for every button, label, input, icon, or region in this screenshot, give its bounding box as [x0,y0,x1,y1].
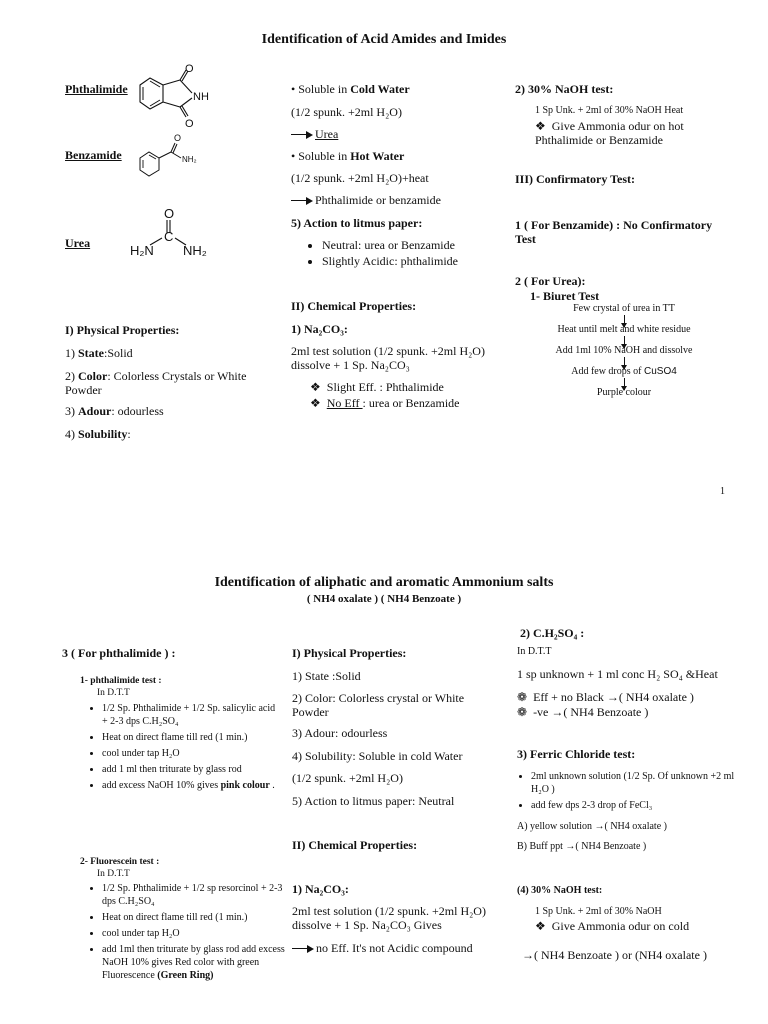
cuso4-text: CuSO4 [643,366,677,377]
cold-water-mix: (1/2 spunk. +2ml H₂O) [291,105,402,119]
test2-heading: 2- Fluorescein test : [80,857,160,867]
color-value: : Colorless Crystals or White Powder [65,369,247,397]
p2-physical-item: 2) Color: Colorless crystal or White Powder [292,691,465,719]
hot-water-line: • Soluble in Hot Water [291,149,405,163]
benzamide-o: O [174,133,182,143]
page1-title: Identification of Acid Amides and Imides [261,32,507,47]
p2-naoh-heading: (4) 30% NaOH test: [517,885,603,896]
litmus-heading: 5) Action to litmus paper: [291,216,423,230]
hot-water-pre: Soluble in [298,149,351,163]
p2-chem-heading: II) Chemical Properties: [292,838,418,852]
test1-dtt: In D.T.T [97,688,130,698]
biuret-step: Heat until melt and white residue [557,324,691,335]
solubility-prefix: 4) [65,427,78,441]
eff-line: ❁ Eff + no Black →( NH4 oxalate ) [517,690,694,705]
litmus-list [306,239,522,271]
na2co3-heading: 1) Na₂CO₃: [291,322,348,336]
ve-line: ❁ -ve →( NH4 Benzoate ) [517,705,648,720]
adour-label: Adour [78,404,112,418]
litmus-item: • Slightly Acidic: phthalimide [322,255,522,268]
phthalimide-label: Phthalimide [65,82,128,96]
urea-h2n: H₂N [130,243,154,258]
test2-item: • 1/2 Sp. Phthalimide + 1/2 sp resorcinol + 2-3 dps C.H₂SO₄ [102,882,297,908]
test1-item: • add 1 ml then triturate by glass rod [102,763,282,776]
test2-list [86,882,297,985]
adour-prefix: 3) [65,404,78,418]
test2-item-text: add 1ml then triturate by glass rod add excess NaOH 10% gives Red color with green Fluorescence [102,944,285,981]
right-arrow-icon [291,131,313,139]
green-ring: (Green Ring) [157,970,214,981]
naoh-result [535,119,710,147]
color-prefix: 2) [65,369,78,383]
p2-naoh-final: →( NH4 Benzoate ) or (NH4 oxalate ) [522,948,707,962]
cold-water-pre: Soluble in [298,82,351,96]
page2-title: Identification of aliphatic and aromatic Ammonium salts [214,575,554,590]
state-label: State [78,346,104,360]
ferric-heading: 3) Ferric Chloride test: [517,747,636,761]
urea-c: C [164,229,174,244]
phthalimide-o-bottom: O [185,118,194,130]
urea-nh2: NH₂ [183,243,207,258]
biuret-step: Add 1ml 10% NaOH and dissolve [555,345,693,356]
urea-o: O [164,206,175,221]
p2-na2co3-text: 2ml test solution (1/2 spunk. +2ml H₂O) dissolve + 1 Sp. Na₂CO₃ Gives [292,904,486,932]
naoh-heading: 2) 30% NaOH test: [515,82,614,96]
p2-physical-item: 5) Action to litmus paper: Neutral [292,794,455,808]
solubility-value: : [127,427,131,441]
no-eff-rest: : urea or Benzamide [362,396,460,410]
biuret-step [509,366,739,377]
h2so4-heading: 2) C.H₂SO₄ : [520,626,585,640]
adour-value: : odourless [111,404,164,418]
buff-result: B) Buff ppt →( NH4 Benzoate ) [517,841,647,852]
test1-item [102,779,282,792]
p2-naoh-result: ❖ Give Ammonia odur on cold [535,919,689,934]
phthalimide-o-top: O [185,63,194,75]
p2-physical-item: 4) Solubility: Soluble in cold Water [292,749,463,763]
h2so4-line: 1 sp unknown + 1 ml conc H₂ SO₄ &Heat [517,667,718,681]
test1-list [86,702,282,795]
hot-water-result-text: Phthalimide or benzamide [315,193,441,207]
p2-no-eff-text: no Eff. It's not Acidic compound [316,941,473,955]
p2-na2co3-heading: 1) Na₂CO₃: [292,882,349,896]
urea-confirm-heading: 2 ( For Urea): [515,274,586,288]
p2-physical-heading: I) Physical Properties: [292,646,407,660]
no-eff [310,396,460,411]
p2-physical-item: (1/2 spunk. +2ml H₂O) [292,771,403,785]
phthalimide-confirm-heading: 3 ( For phthalimide ) : [62,646,176,660]
yellow-result: A) yellow solution →( NH4 oxalate ) [517,821,667,832]
litmus-item: • Neutral: urea or Benzamide [322,239,522,252]
ferric-item: • add few dps 2-3 drop of FeCl₃ [531,799,746,812]
phthalimide-nh: NH [193,91,209,103]
ferric-list [515,770,746,815]
test1-item: • Heat on direct flame till red (1 min.) [102,731,282,744]
benzamide-confirm: 1 ( For Benzamide) : No Confirmatory Test [515,218,713,246]
p2-no-eff [292,941,473,956]
state-line [65,346,133,361]
cold-water-line: • Soluble in Cold Water [291,82,410,96]
test1-item-text: add excess NaOH 10% gives [102,780,221,791]
slight-eff: ❖ Slight Eff. : Phthalimide [310,380,444,395]
right-arrow-icon [292,945,314,953]
right-arrow-icon [291,197,313,205]
solubility-line [65,427,131,442]
p2-naoh-line: 1 Sp Unk. + 2ml of 30% NaOH [535,906,662,917]
p2-physical-item: 3) Adour: odourless [292,726,388,740]
benzamide-nh2: NH₂ [182,155,197,164]
cold-water-result [291,127,338,142]
na2co3-text: 2ml test solution (1/2 spunk. +2ml H₂O) dissolve + 1 Sp. Na₂CO₃ [291,344,485,372]
naoh-result-text: Give Ammonia odur on hot Phthalimide or Benzamide [535,119,684,147]
pink-colour: pink colour [220,780,270,791]
biuret-step: Purple colour [596,387,652,398]
test2-item: • cool under tap H₂O [102,927,297,940]
color-label: Color [78,369,108,383]
benzamide-label: Benzamide [65,148,122,162]
test1-item: • 1/2 Sp. Phthalimide + 1/2 Sp. salicylic acid + 2-3 dps C.H₂SO₄ [102,702,282,728]
test2-item: • Heat on direct flame till red (1 min.) [102,911,297,924]
phthalimide-structure [130,60,225,130]
hot-water-mix: (1/2 spunk. +2ml H₂O)+heat [291,171,429,185]
page2-subtitle: ( NH4 oxalate ) ( NH4 Benzoate ) [306,593,462,605]
no-eff-label: No Eff [326,396,363,410]
naoh-line: 1 Sp Unk. + 2ml of 30% NaOH Heat [535,105,684,116]
h2so4-dtt: In D.T.T [517,646,552,657]
hot-water-result [291,193,441,208]
test1-item: • cool under tap H₂O [102,747,282,760]
diamond-icon [310,396,327,410]
page-number: 1 [720,486,725,497]
test1-end: . [269,780,275,791]
biuret-step: Few crystal of urea in TT [573,303,675,314]
solubility-label: Solubility [78,427,128,441]
biuret-step-text: Add few drops of [571,366,644,377]
color-line [65,369,265,397]
state-value: :Solid [104,346,133,360]
ferric-item: • 2ml unknown solution (1/2 Sp. Of unknown +2 ml H₂O ) [531,770,746,796]
test1-heading: 1- phthalimide test : [80,676,162,686]
adour-line [65,404,164,419]
physical-heading: I) Physical Properties: [65,323,180,337]
diamond-icon [535,119,552,133]
hot-water-bold: Hot Water [350,149,405,163]
chem-heading: II) Chemical Properties: [291,299,417,313]
cold-water-bold: Cold Water [350,82,410,96]
state-prefix: 1) [65,346,78,360]
biuret-heading: 1- Biuret Test [530,289,600,303]
urea-label: Urea [65,236,91,250]
p2-physical-item: 1) State :Solid [292,669,361,683]
test2-item [102,943,297,982]
cold-water-result-text: Urea [315,127,339,141]
test2-dtt: In D.T.T [97,869,130,879]
confirm-heading: III) Confirmatory Test: [515,172,635,186]
